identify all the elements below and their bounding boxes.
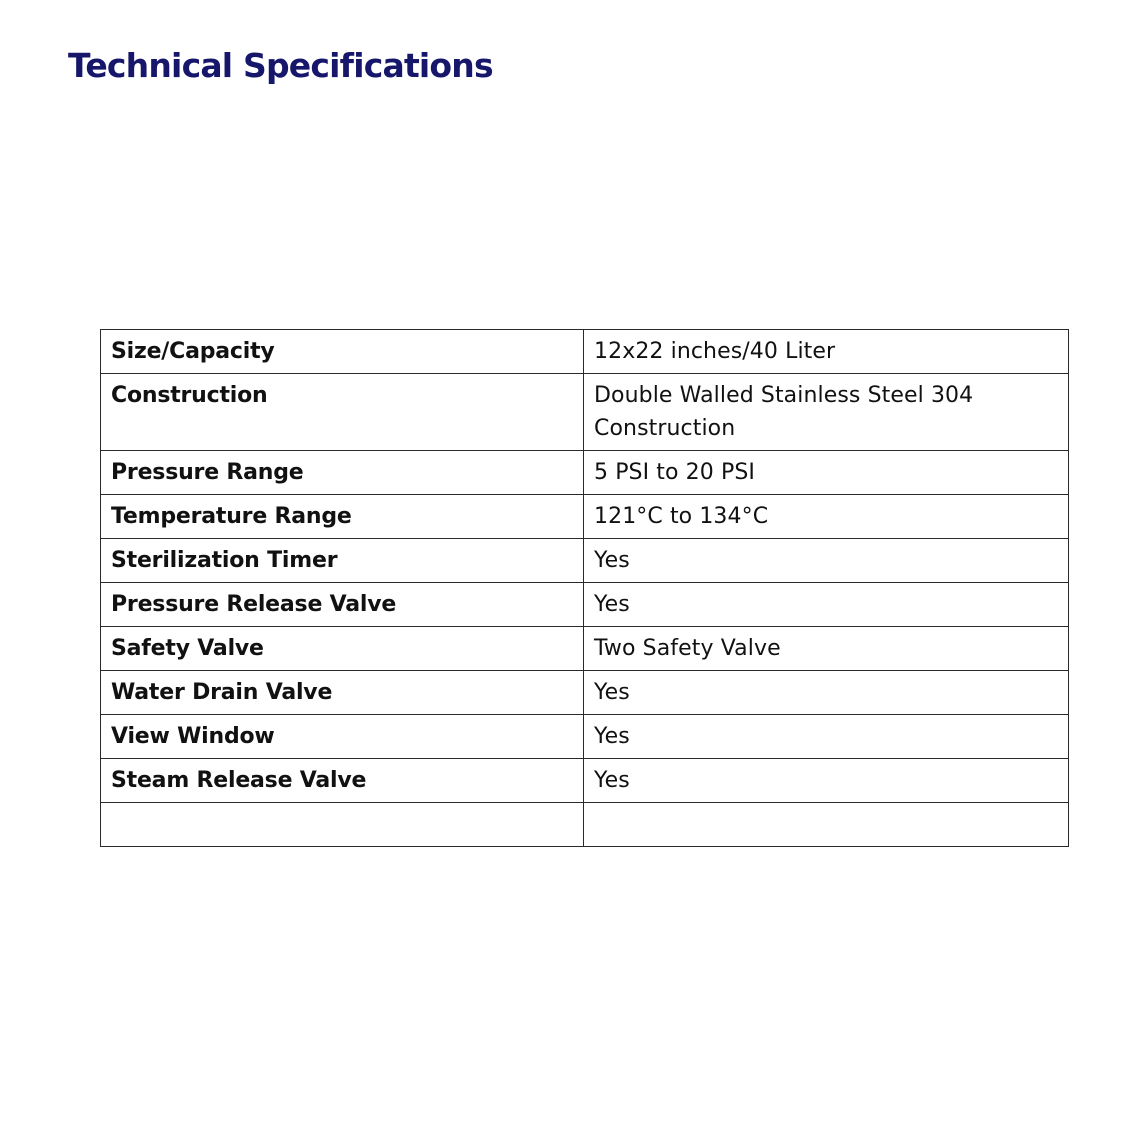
spec-label: Water Drain Valve [101,671,584,715]
table-row [101,451,1069,495]
spec-value: 12x22 inches/40 Liter [584,330,1069,374]
spec-label [101,803,584,847]
spec-label: View Window [101,715,584,759]
spec-label: Steam Release Valve [101,759,584,803]
table-row [101,671,1069,715]
table-row [101,759,1069,803]
spec-value: Yes [584,715,1069,759]
spec-value: Yes [584,539,1069,583]
spec-label: Temperature Range [101,495,584,539]
spec-value: 5 PSI to 20 PSI [584,451,1069,495]
spec-value: Yes [584,671,1069,715]
spec-table [100,329,1069,847]
spec-label: Size/Capacity [101,330,584,374]
table-row [101,539,1069,583]
spec-value: Two Safety Valve [584,627,1069,671]
spec-label: Sterilization Timer [101,539,584,583]
table-row [101,715,1069,759]
spec-table-body [101,330,1069,847]
table-row-empty [101,803,1069,847]
spec-label: Pressure Range [101,451,584,495]
spec-value: Yes [584,583,1069,627]
spec-value: 121°C to 134°C [584,495,1069,539]
spec-label: Pressure Release Valve [101,583,584,627]
page-title: Technical Specifications [68,46,493,85]
table-row [101,374,1069,451]
table-row [101,583,1069,627]
spec-label: Safety Valve [101,627,584,671]
spec-value [584,803,1069,847]
table-row [101,330,1069,374]
table-row [101,495,1069,539]
spec-label: Construction [101,374,584,451]
spec-value: Yes [584,759,1069,803]
table-row [101,627,1069,671]
spec-value: Double Walled Stainless Steel 304 Construction [584,374,1069,451]
